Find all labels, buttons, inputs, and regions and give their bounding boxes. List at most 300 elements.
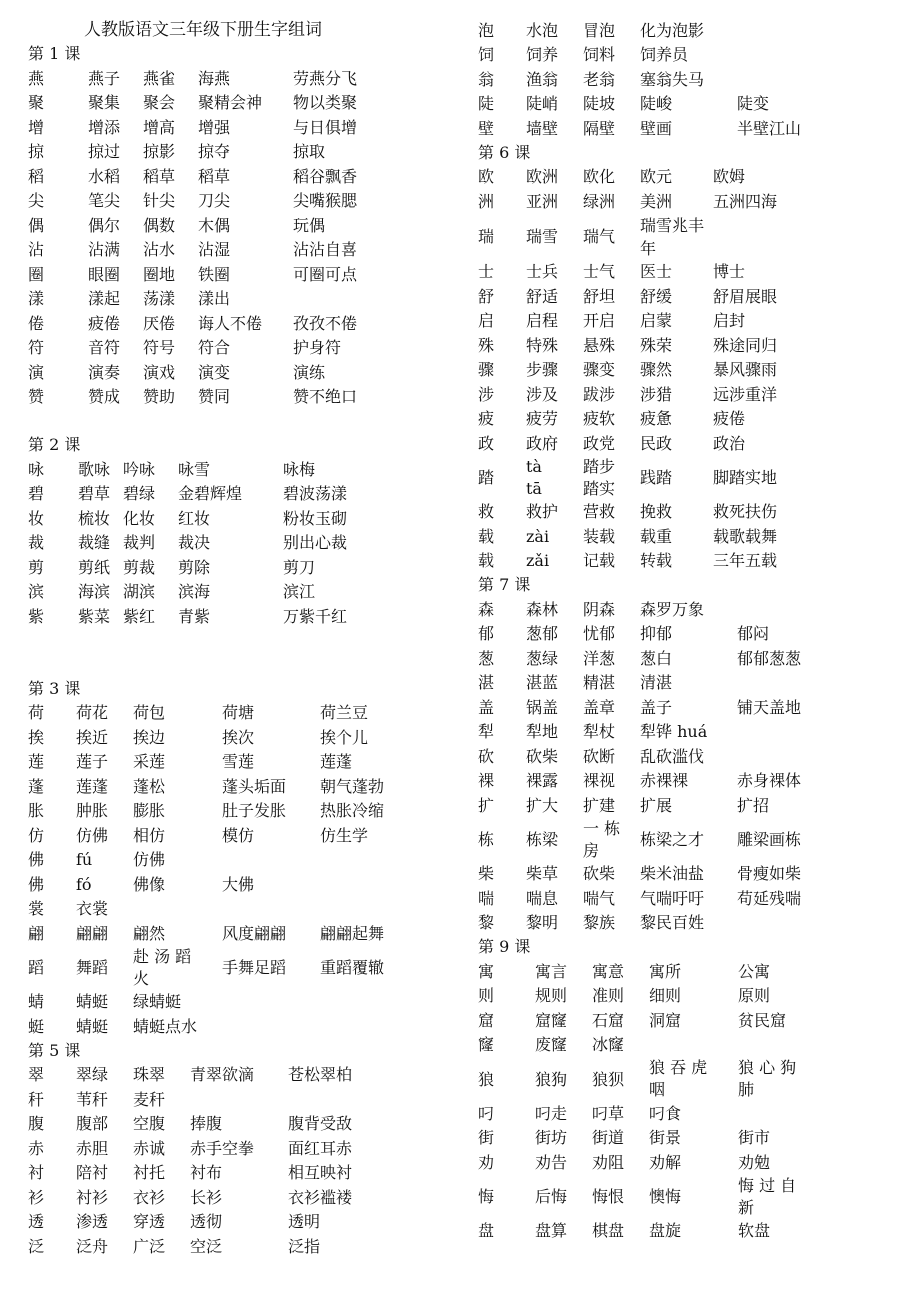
word-cell: 别出心裁 <box>283 533 348 553</box>
word-cell <box>737 597 817 622</box>
word-cell: 扩大 <box>526 795 559 815</box>
word-cell: 瑞雪兆丰年 <box>640 215 705 258</box>
word-cell: 燕雀 <box>143 68 176 88</box>
word-cell: 万紫千红 <box>283 606 348 626</box>
word-cell: 叼草 <box>592 1103 625 1123</box>
word-cell: 细则 <box>649 986 682 1006</box>
word-cell: 五洲四海 <box>713 191 778 211</box>
word-cell: 陡峭 <box>526 94 559 114</box>
word-table <box>28 1063 398 1259</box>
word-cell: 渔翁 <box>526 69 559 89</box>
lesson-heading: 第 1 课 <box>28 44 81 63</box>
word-cell: 美洲 <box>640 191 673 211</box>
word-cell: 一 栋 房 <box>583 818 621 860</box>
character-cell: 窟 <box>478 1010 495 1030</box>
word-cell: 瑞气 <box>583 227 616 246</box>
word-cell: 清湛 <box>640 673 673 693</box>
right-lessons <box>478 18 898 1243</box>
word-cell: 莲蓬 <box>76 776 109 796</box>
character-cell: 秆 <box>28 1089 45 1109</box>
word-row <box>478 1219 818 1244</box>
word-cell: 掠取 <box>293 142 326 162</box>
word-row <box>478 911 817 936</box>
character-cell: 紫 <box>28 606 45 626</box>
word-cell <box>320 872 420 897</box>
word-cell: 后悔 <box>535 1187 568 1206</box>
word-cell: 衣衫褴褛 <box>288 1187 353 1207</box>
word-row <box>478 622 817 647</box>
word-cell: 饲养员 <box>640 45 689 65</box>
word-cell: 隔壁 <box>583 118 616 138</box>
word-cell: 赤手空拳 <box>190 1138 255 1158</box>
word-cell: 疲惫 <box>640 409 673 429</box>
word-cell: 聚会 <box>143 93 176 113</box>
word-cell: 塞翁失马 <box>640 69 705 89</box>
character-cell: 演 <box>28 362 45 382</box>
word-cell: 空腹 <box>133 1114 166 1134</box>
word-cell <box>288 1087 398 1112</box>
word-cell: 仿佛 <box>133 850 166 870</box>
character-cell: 蜓 <box>28 1016 45 1036</box>
character-cell: 柴 <box>478 864 495 884</box>
word-cell: 青翠欲滴 <box>190 1065 255 1085</box>
character-cell: 碧 <box>28 484 45 504</box>
word-cell: 裁判 <box>123 533 156 553</box>
word-row <box>28 262 403 287</box>
word-row <box>478 189 818 214</box>
word-row <box>28 823 420 848</box>
word-table <box>28 66 403 409</box>
character-cell: 稻 <box>28 166 45 186</box>
word-cell: 劝解 <box>649 1152 682 1172</box>
word-cell: 雪莲 <box>222 752 255 772</box>
word-cell: 疲软 <box>583 409 616 429</box>
word-cell: 化妆 <box>123 508 156 528</box>
word-cell: 骤变 <box>583 360 616 380</box>
character-cell: 葱 <box>478 648 495 668</box>
word-cell: 赞不绝口 <box>293 387 358 407</box>
word-row <box>478 456 818 500</box>
word-cell: 殊荣 <box>640 335 673 355</box>
word-cell: 砍断 <box>583 746 616 766</box>
word-cell: 咏梅 <box>283 459 316 479</box>
word-cell: 舒适 <box>526 286 559 306</box>
word-row <box>478 43 817 68</box>
word-cell: 石窟 <box>592 1010 625 1030</box>
word-cell: 珠翠 <box>133 1065 166 1085</box>
word-row <box>28 799 420 824</box>
character-cell: 衫 <box>28 1187 45 1207</box>
word-cell: 蜻蜓 <box>76 992 109 1012</box>
word-cell: 圈地 <box>143 264 176 284</box>
lesson-heading: 第 3 课 <box>28 678 81 698</box>
word-row <box>478 260 818 285</box>
word-cell: 政治 <box>713 433 746 453</box>
word-cell: 疲倦 <box>88 313 121 333</box>
word-cell: 化为泡影 <box>640 20 705 40</box>
character-cell: 扩 <box>478 795 495 815</box>
word-cell: 寓言 <box>535 961 568 981</box>
character-cell: 洲 <box>478 191 495 211</box>
word-cell <box>737 18 817 43</box>
word-cell: 掠夺 <box>198 142 231 162</box>
word-row <box>28 1161 398 1186</box>
word-cell: 盘旋 <box>649 1221 682 1241</box>
word-cell: 悔 过 自 新 <box>738 1175 797 1217</box>
word-cell: 裁缝 <box>78 533 111 553</box>
word-cell: 紫菜 <box>78 606 111 626</box>
word-cell: 苟延残喘 <box>737 888 802 908</box>
word-cell: 挨边 <box>133 727 166 747</box>
word-cell: zǎi <box>526 551 550 571</box>
character-cell: 疲 <box>478 409 495 429</box>
character-cell: 犁 <box>478 722 495 742</box>
word-cell: 剪纸 <box>78 557 111 577</box>
word-cell: 赞成 <box>88 387 121 407</box>
word-cell: 劝阻 <box>592 1152 625 1172</box>
word-cell: 衣衫 <box>133 1187 166 1207</box>
character-cell: 栋 <box>478 830 495 849</box>
word-cell: 聚精会神 <box>198 93 263 113</box>
word-cell: 蓬松 <box>133 776 166 796</box>
word-cell: 转载 <box>640 551 673 571</box>
character-cell: 郁 <box>478 624 495 644</box>
character-cell: 舒 <box>478 286 495 306</box>
word-cell: 劝告 <box>535 1152 568 1172</box>
word-cell: 半壁江山 <box>737 118 802 138</box>
word-cell: 老翁 <box>583 69 616 89</box>
word-cell: 掠过 <box>88 142 121 162</box>
word-cell: 符号 <box>143 338 176 358</box>
character-cell: 蹈 <box>28 958 45 977</box>
word-cell: fú <box>76 850 93 870</box>
word-cell: 犁铧 huá <box>640 722 708 742</box>
word-row <box>28 1234 398 1259</box>
word-cell: 黎族 <box>583 913 616 933</box>
word-row <box>28 506 393 531</box>
word-cell: 采莲 <box>133 752 166 772</box>
word-cell: 海燕 <box>198 68 231 88</box>
right-column <box>478 18 898 1243</box>
lesson-heading: 第 5 课 <box>28 1040 81 1060</box>
character-cell: 劝 <box>478 1152 495 1172</box>
word-cell <box>738 1101 818 1126</box>
word-cell: 聚集 <box>88 93 121 113</box>
word-cell: 冒泡 <box>583 20 616 40</box>
word-cell: 黎民百姓 <box>640 913 705 933</box>
word-cell: 郁郁葱葱 <box>737 648 802 668</box>
word-cell: 政府 <box>526 433 559 453</box>
word-cell: 冰窿 <box>592 1035 625 1055</box>
word-cell: 忧郁 <box>583 624 616 644</box>
word-cell: 叼走 <box>535 1103 568 1123</box>
word-cell: 碧波荡漾 <box>283 484 348 504</box>
character-cell: 泡 <box>478 20 495 40</box>
word-cell: 黎明 <box>526 913 559 933</box>
character-cell: 挨 <box>28 727 45 747</box>
character-cell: 裸 <box>478 771 495 791</box>
character-cell: 圈 <box>28 264 45 284</box>
word-cell: 士气 <box>583 262 616 282</box>
word-cell: 沾沾自喜 <box>293 240 358 260</box>
word-row <box>28 66 403 91</box>
word-cell: 葱郁 <box>526 624 559 644</box>
word-row <box>478 333 818 358</box>
word-cell: 亚洲 <box>526 191 559 211</box>
word-cell: 渗透 <box>76 1212 109 1232</box>
word-row <box>478 524 818 549</box>
word-cell: 剪裁 <box>123 557 156 577</box>
word-cell: 玩偶 <box>293 215 326 235</box>
word-cell: 衬布 <box>190 1163 223 1183</box>
word-cell: 泛指 <box>288 1236 321 1256</box>
word-cell: 捧腹 <box>190 1114 223 1134</box>
word-cell: 开启 <box>583 311 616 331</box>
word-table <box>28 701 420 1039</box>
word-cell: 与日俱增 <box>293 117 358 137</box>
character-cell: 增 <box>28 117 45 137</box>
word-cell: 瑞雪 <box>526 227 559 246</box>
word-cell: 蜻蜓点水 <box>133 1016 198 1036</box>
word-cell: 劳燕分飞 <box>293 68 358 88</box>
word-cell <box>320 897 420 922</box>
word-cell: 赤诚 <box>133 1138 166 1158</box>
word-cell <box>737 911 817 936</box>
word-cell: 湛蓝 <box>526 673 559 693</box>
word-cell: 吟咏 <box>123 459 156 479</box>
word-cell: 湖滨 <box>123 582 156 602</box>
word-cell: 医士 <box>640 262 673 282</box>
word-cell: 厌倦 <box>143 313 176 333</box>
word-row <box>28 990 420 1015</box>
character-cell: 载 <box>478 526 495 546</box>
word-cell: 赤身裸体 <box>737 771 802 791</box>
character-cell: 荷 <box>28 703 45 723</box>
word-row <box>28 140 403 165</box>
word-row <box>28 1210 398 1235</box>
word-table <box>478 18 817 141</box>
word-cell: 犁杖 <box>583 722 616 742</box>
word-cell: 肿胀 <box>76 801 109 821</box>
word-cell: 燕子 <box>88 68 121 88</box>
word-cell: 抑郁 <box>640 624 673 644</box>
character-cell: 涉 <box>478 384 495 404</box>
word-cell: 记载 <box>583 551 616 571</box>
word-row <box>478 1126 818 1151</box>
word-cell: 街道 <box>592 1128 625 1148</box>
word-cell: 紫红 <box>123 606 156 626</box>
word-row <box>478 165 818 190</box>
word-cell: 物以类聚 <box>293 93 358 113</box>
word-cell: 沾湿 <box>198 240 231 260</box>
word-row <box>28 946 420 990</box>
word-row <box>28 1087 398 1112</box>
word-row <box>478 407 818 432</box>
word-cell: 盘算 <box>535 1221 568 1241</box>
word-cell: 演奏 <box>88 362 121 382</box>
character-cell: 裳 <box>28 899 45 919</box>
word-cell: 犁地 <box>526 722 559 742</box>
character-cell: 偶 <box>28 215 45 235</box>
word-cell: 水稻 <box>88 166 121 186</box>
word-cell: 涉猎 <box>640 384 673 404</box>
character-cell: 湛 <box>478 673 495 693</box>
word-cell: 饲料 <box>583 45 616 65</box>
word-cell: 赤裸裸 <box>640 771 689 791</box>
word-cell: 舒缓 <box>640 286 673 306</box>
word-cell: 载歌载舞 <box>713 526 778 546</box>
character-cell: 倦 <box>28 313 45 333</box>
word-cell <box>222 897 320 922</box>
character-cell: 饲 <box>478 45 495 65</box>
word-cell: 骤然 <box>640 360 673 380</box>
word-cell: 启蒙 <box>640 311 673 331</box>
character-cell: 翩 <box>28 923 45 943</box>
word-cell: 穿透 <box>133 1212 166 1232</box>
word-cell: 裸露 <box>526 771 559 791</box>
word-row <box>478 1057 818 1101</box>
word-row <box>28 164 403 189</box>
word-row <box>28 360 403 385</box>
word-row <box>28 457 393 482</box>
character-cell: 剪 <box>28 557 45 577</box>
character-cell: 赞 <box>28 387 45 407</box>
character-cell: 蜻 <box>28 992 45 1012</box>
word-cell: 可圈可点 <box>293 264 358 284</box>
word-cell: 博士 <box>713 262 746 282</box>
word-cell: 面红耳赤 <box>288 1138 353 1158</box>
character-cell: 士 <box>478 262 495 282</box>
word-cell: 稻谷飘香 <box>293 166 358 186</box>
word-cell <box>738 1033 818 1058</box>
word-cell <box>737 67 817 92</box>
character-cell: 盘 <box>478 1221 495 1241</box>
word-row <box>478 597 817 622</box>
word-cell <box>737 720 817 745</box>
word-cell: 锅盖 <box>526 697 559 717</box>
word-cell: 大佛 <box>222 874 255 894</box>
word-cell: 剪刀 <box>283 557 316 577</box>
character-cell: 滨 <box>28 582 45 602</box>
word-cell: 郁闷 <box>737 624 770 644</box>
word-row <box>478 1033 818 1058</box>
word-row <box>478 862 817 887</box>
word-cell: 跋涉 <box>583 384 616 404</box>
word-row <box>28 555 393 580</box>
word-cell: 寓意 <box>592 961 625 981</box>
word-cell <box>293 287 403 312</box>
word-cell: 陪衬 <box>76 1163 109 1183</box>
word-row <box>478 646 817 671</box>
word-cell: 欧洲 <box>526 167 559 187</box>
word-cell: 风度翩翩 <box>222 923 287 943</box>
word-cell: 窟窿 <box>535 1010 568 1030</box>
word-cell: 莲子 <box>76 752 109 772</box>
word-cell: 衣裳 <box>76 899 109 919</box>
word-cell: 绿洲 <box>583 191 616 211</box>
word-cell: 裁决 <box>178 533 211 553</box>
word-cell: 麦秆 <box>133 1089 166 1109</box>
character-cell: 窿 <box>478 1035 495 1055</box>
word-cell: 刀尖 <box>198 191 231 211</box>
word-cell: 翩翩起舞 <box>320 923 385 943</box>
word-cell: 叼食 <box>649 1103 682 1123</box>
lesson-heading: 第 7 课 <box>478 575 531 594</box>
word-cell: 贫民窟 <box>738 1010 787 1030</box>
word-cell: 营救 <box>583 502 616 522</box>
word-row <box>28 604 393 629</box>
word-cell: 扩招 <box>737 795 770 815</box>
word-cell: 佛像 <box>133 874 166 894</box>
word-row <box>478 695 817 720</box>
character-cell: 悔 <box>478 1187 495 1206</box>
word-cell: 演戏 <box>143 362 176 382</box>
word-row <box>28 482 393 507</box>
word-cell <box>190 1087 288 1112</box>
word-cell: 相仿 <box>133 825 166 845</box>
character-cell: 陡 <box>478 94 495 114</box>
word-cell: 喘息 <box>526 888 559 908</box>
word-cell: 衬托 <box>133 1163 166 1183</box>
word-cell: tà tā <box>526 456 542 498</box>
word-cell: 热胀冷缩 <box>320 801 385 821</box>
word-row <box>28 1014 420 1039</box>
word-row <box>478 886 817 911</box>
word-cell <box>737 671 817 696</box>
word-cell: 疲倦 <box>713 409 746 429</box>
document-title: 人教版语文三年级下册生字组词 <box>84 20 322 40</box>
word-row <box>478 116 817 141</box>
word-table <box>28 457 393 629</box>
word-cell: 广泛 <box>133 1236 166 1256</box>
word-cell: 荷花 <box>76 703 109 723</box>
character-cell: 森 <box>478 599 495 619</box>
character-cell: 燕 <box>28 68 45 88</box>
word-cell: 洋葱 <box>583 648 616 668</box>
word-cell: 废窿 <box>535 1035 568 1055</box>
word-cell: 挨近 <box>76 727 109 747</box>
word-cell: 砍柴 <box>526 746 559 766</box>
word-table <box>478 597 817 935</box>
word-cell: 棋盘 <box>592 1221 625 1241</box>
word-cell: 仿生学 <box>320 825 369 845</box>
word-cell: 苍松翠柏 <box>288 1065 353 1085</box>
word-cell: 空泛 <box>190 1236 223 1256</box>
word-cell: 碧草 <box>78 484 111 504</box>
character-cell: 漾 <box>28 289 45 309</box>
character-cell: 佛 <box>28 850 45 870</box>
word-cell: 手舞足蹈 <box>222 958 287 977</box>
word-cell: 踏步 踏实 <box>583 456 616 498</box>
character-cell: 腹 <box>28 1114 45 1134</box>
word-cell: 政党 <box>583 433 616 453</box>
word-cell: 翩翩 <box>76 923 109 943</box>
character-cell: 咏 <box>28 459 45 479</box>
word-cell: 规则 <box>535 986 568 1006</box>
word-cell: 咏雪 <box>178 459 211 479</box>
word-cell: 陡变 <box>737 94 770 114</box>
word-cell: 三年五载 <box>713 551 778 571</box>
word-cell: 尖嘴猴腮 <box>293 191 358 211</box>
word-cell: 翠绿 <box>76 1065 109 1085</box>
word-cell: 殊途同归 <box>713 335 778 355</box>
word-cell: 特殊 <box>526 335 559 355</box>
word-cell: 水泡 <box>526 20 559 40</box>
word-cell: 掠影 <box>143 142 176 162</box>
character-cell: 莲 <box>28 752 45 772</box>
word-cell: 陡坡 <box>583 94 616 114</box>
word-cell: 舒眉展眼 <box>713 286 778 306</box>
